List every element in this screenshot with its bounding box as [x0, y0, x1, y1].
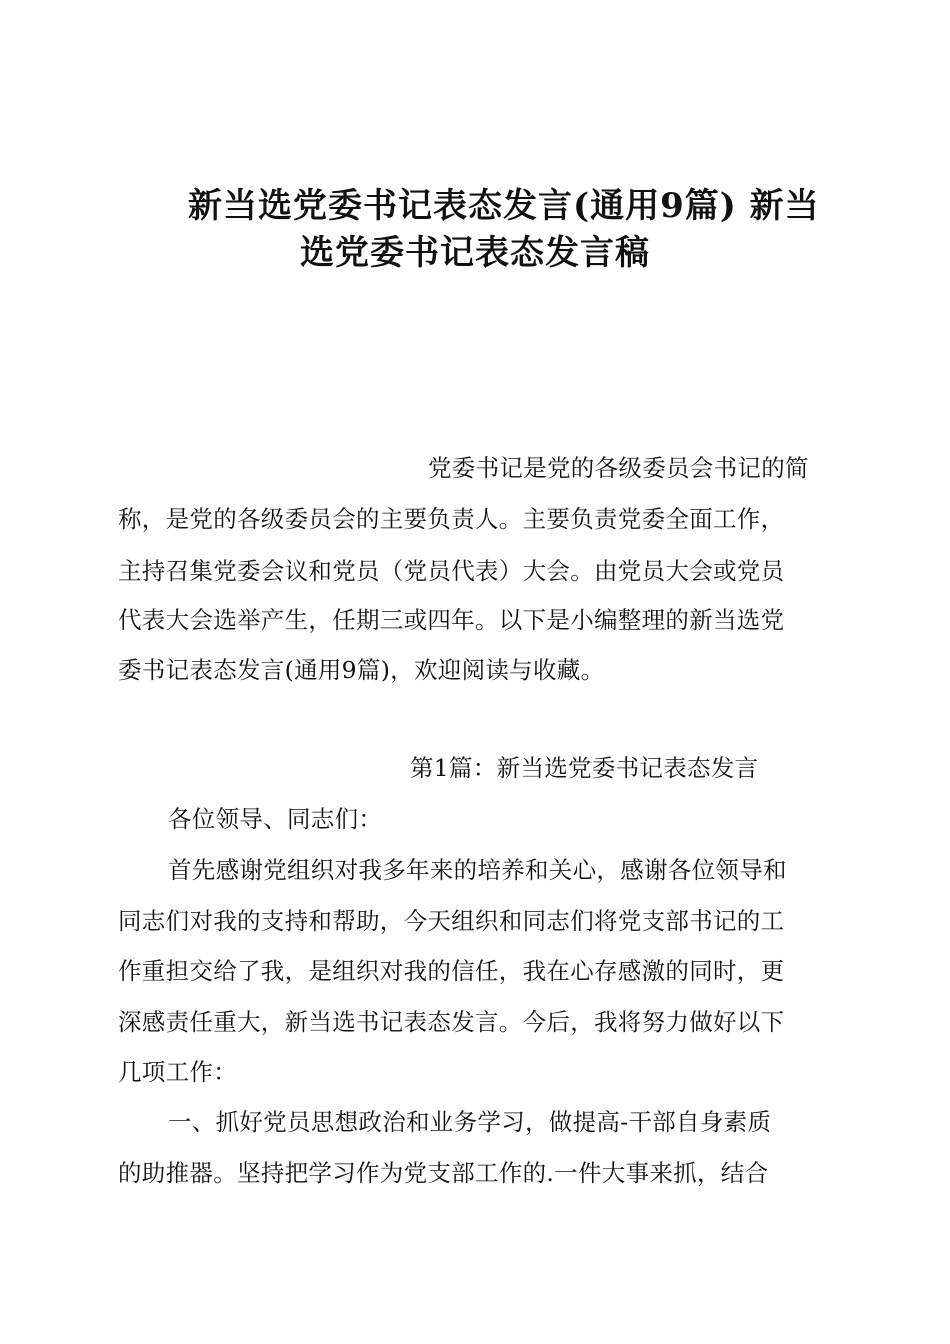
- paragraph-line: 的助推器。坚持把学习作为党支部工作的.一件大事来抓，结合: [118, 1159, 769, 1187]
- paragraph-line: 一、抓好党员思想政治和业务学习，做提高-干部自身素质: [168, 1108, 772, 1136]
- intro-line: 代表大会选举产生，任期三或四年。以下是小编整理的新当选党: [118, 606, 785, 634]
- paragraph-line: 几项工作：: [118, 1058, 237, 1086]
- intro-line: 主持召集党委会议和党员（党员代表）大会。由党员大会或党员: [118, 557, 785, 585]
- paragraph-line: 深感责任重大，新当选书记表态发言。今后，我将努力做好以下: [118, 1008, 785, 1036]
- document-title-line-2: 选党委书记表态发言稿: [300, 233, 650, 273]
- paragraph-line: 作重担交给了我，是组织对我的信任，我在心存感激的同时，更: [118, 957, 785, 985]
- document-title-line-1: 新当选党委书记表态发言(通用9篇) 新当: [188, 186, 820, 226]
- salutation: 各位领导、同志们：: [168, 805, 383, 833]
- intro-line: 称，是党的各级委员会的主要负责人。主要负责党委全面工作，: [118, 505, 785, 533]
- paragraph-line: 首先感谢党组织对我多年来的培养和关心，感谢各位领导和: [168, 856, 787, 884]
- intro-line: 委书记表态发言(通用9篇)，欢迎阅读与收藏。: [118, 656, 605, 684]
- intro-line: 党委书记是党的各级委员会书记的简: [428, 454, 809, 482]
- paragraph-line: 同志们对我的支持和帮助，今天组织和同志们将党支部书记的工: [118, 907, 785, 935]
- section-heading: 第1篇：新当选党委书记表态发言: [410, 754, 759, 782]
